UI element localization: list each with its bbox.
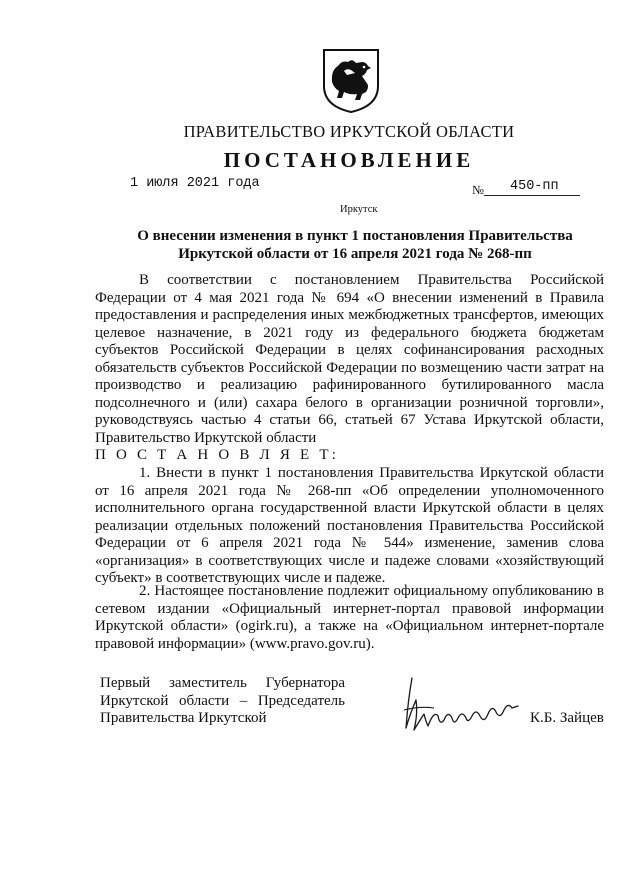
item-1-paragraph: 1. Внести в пункт 1 постановления Правительства Иркутской области от 16 апреля 2021 года № 268-пп «Об определении уполномоченного исполнительного органа государственной власти Иркутской области в целях реализации отдельных положений постановления Правительства Российской Федерации от 6 апреля 2021 года № 544» изменение, заменив слова «организация» в соответствующих числе и падеже словами «хозяйствующий субъект» в соответствующих числе и падеже. [95, 465, 604, 586]
title-line: О внесении изменения в пункт 1 постановления Правительства [137, 228, 573, 244]
number-underline [484, 195, 580, 196]
document-number-field [472, 180, 580, 198]
title-line: Иркутской области от 16 апреля 2021 года № 268-пп [178, 245, 532, 262]
document-number: 450-пп [510, 179, 559, 194]
number-sign: № [472, 183, 484, 197]
handwritten-signature-icon [400, 670, 530, 742]
document-city: Иркутск [340, 204, 378, 215]
position-line: Первый заместитель Губернатора [100, 675, 345, 691]
resolves-heading: П О С Т А Н О В Л Я Е Т: [95, 447, 340, 463]
document-type-heading: ПОСТАНОВЛЕНИЕ [223, 148, 475, 172]
irkutsk-coat-of-arms-icon [322, 48, 380, 114]
preamble-paragraph: В соответствии с постановлением Правительства Российской Федерации от 4 мая 2021 года № 694 «О внесении изменений в Правила предоставления и распределения иных межбюджетных трансфертов, имеющих целевое назначение, в 2021 году из федерального бюджета бюджетам субъектов Российской Федерации в целях софинансирования расходных обязательств субъектов Российской Федерации по возмещению части затрат на производство и реализацию рафинированного бутилированного масла подсолнечного и (или) сахара белого в организации розничной торговли», руководствуясь частью 4 статьи 66, статьей 67 Устава Иркутской области, Правительство Иркутской области [95, 272, 604, 446]
signer-name: К.Б. Зайцев [530, 710, 604, 726]
document-date: 1 июля 2021 года [130, 176, 260, 191]
position-line: Правительства Иркутской [100, 710, 267, 726]
document-title [100, 228, 610, 263]
item-2-paragraph: 2. Настоящее постановление подлежит официальному опубликованию в сетевом издании «Официальный интернет-портал правовой информации Иркутской области» (ogirk.ru), а также на «Официальном интернет-портале правовой информации» (www.pravo.gov.ru). [95, 583, 604, 652]
signatory-position [100, 675, 345, 728]
position-line: Иркутской области – Председатель [100, 692, 345, 709]
government-name: ПРАВИТЕЛЬСТВО ИРКУТСКОЙ ОБЛАСТИ [183, 122, 515, 141]
